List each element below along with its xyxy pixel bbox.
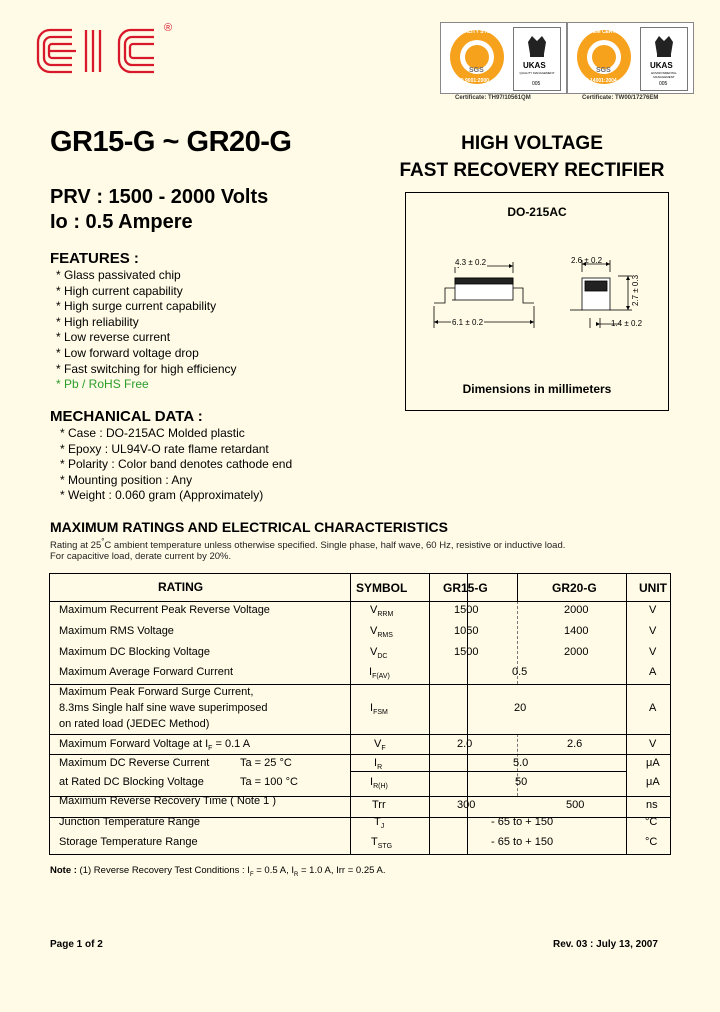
mechanical-item: * Epoxy : UL94V-O rate flame retardant [60, 441, 269, 456]
feature-item: * Fast switching for high efficiency [56, 361, 237, 376]
dim-a-label: 4.3 ± 0.2 [455, 258, 487, 267]
mechanical-list [60, 426, 292, 504]
header-gr20: GR20-G [552, 581, 597, 595]
row-unit: V [649, 646, 657, 658]
part-number-title: GR15-G ~ GR20-G [50, 126, 292, 158]
row-unit: °C [645, 816, 658, 828]
sgs-text: SGS [596, 67, 611, 74]
row-symbol: $V_{DC}$ [370, 646, 388, 661]
dim-e-label: 1.4 ± 0.2 [611, 319, 643, 328]
row-gr20-value: 2.6 [567, 738, 583, 750]
cert-caption-2: Certificate: TW00/17276EM [582, 95, 659, 101]
row-unit: °C [645, 836, 658, 848]
row-value: - 65 to + 150 [491, 836, 554, 848]
ukas-mark [513, 27, 561, 91]
row-unit: μA [646, 757, 660, 769]
row-gr15-value: 1500 [454, 646, 479, 658]
cert-top-arc: QUALITY SYSTEM [457, 29, 501, 35]
crown-icon [526, 32, 548, 58]
row-value: - 65 to + 150 [491, 816, 554, 828]
ukas-sub: QUALITY MANAGEMENT [519, 71, 555, 75]
crown-icon [653, 32, 675, 58]
row-label: Storage Temperature Range [59, 836, 198, 848]
feature-item: * Low forward voltage drop [56, 345, 199, 360]
row-label: Junction Temperature Range [59, 816, 201, 828]
row-symbol: $T_J$ [374, 816, 385, 831]
row-symbol: $V_F$ [374, 738, 386, 753]
row-symbol: $T_{STG}$ [371, 836, 393, 851]
cert-top-arc: SYSTEM CERTIFICATION [580, 29, 641, 35]
header-symbol: SYMBOL [356, 581, 408, 595]
cert-bottom-arc: ISO 14001:2004 [580, 78, 617, 84]
row-gr15-value: 300 [457, 799, 476, 811]
row-value: 0.5 [512, 666, 528, 678]
ratings-heading: MAXIMUM RATINGS AND ELECTRICAL CHARACTERISTICS [50, 519, 448, 535]
row-value: 20 [514, 702, 527, 714]
rohs-item: * Pb / RoHS Free [56, 377, 149, 392]
package-outline-box [405, 192, 669, 411]
row-unit: A [649, 666, 657, 678]
row-unit: μA [646, 776, 660, 788]
row-unit: V [649, 604, 657, 616]
row-label: Maximum DC Reverse Current [59, 757, 210, 769]
subtitle-line-1: HIGH VOLTAGE [461, 133, 603, 154]
row-unit: V [649, 738, 657, 750]
row-symbol: $V_{RMS}$ [370, 625, 393, 640]
ukas-label: UKAS [650, 61, 673, 70]
ratings-note-1: Rating at 25°C ambient temperature unless otherwise specified. Single phase, half wave, 60 Hz, resistive or inductive load. [50, 537, 566, 552]
revision-date: Rev. 03 : July 13, 2007 [553, 939, 658, 950]
test-conditions-note: Note : (1) Reverse Recovery Test Conditions : $I_F = 0.5$ A, $I_R = 1.0$ A, Irr = 0.25 A. [50, 865, 386, 878]
environmental-certificate-badge [567, 22, 694, 94]
row-label: Maximum Forward Voltage at $I_F = 0.1$ A [59, 738, 251, 753]
sgs-text: SGS [469, 67, 484, 74]
row-gr20-value: 2000 [564, 646, 589, 658]
row-unit: V [649, 625, 657, 637]
subtitle-line-2: FAST RECOVERY RECTIFIER [399, 160, 665, 181]
row-gr20-value: 2000 [564, 604, 589, 616]
row-value: 5.0 [513, 757, 529, 769]
row-condition: Ta = 100 °C [240, 776, 298, 788]
row-symbol: $I_{FSM}$ [370, 702, 388, 717]
header-rating: RATING [158, 580, 204, 594]
ukas-code: 005 [532, 81, 541, 87]
row-gr20-value: 500 [566, 799, 585, 811]
row-gr15-value: 2.0 [457, 738, 473, 750]
row-symbol: Trr [372, 799, 386, 811]
mechanical-item: * Weight : 0.060 gram (Approximately) [60, 488, 264, 503]
eic-logo [36, 22, 176, 80]
features-list [56, 268, 237, 393]
row-gr15-value: 1050 [454, 625, 479, 637]
row-gr15-value: 1500 [454, 604, 479, 616]
cert-bottom-arc: ISO 9001:2000 [455, 78, 489, 84]
header-gr15: GR15-G [443, 581, 488, 595]
row-unit: A [649, 702, 657, 714]
ratings-note-2: For capacitive load, derate current by 20%. [50, 551, 232, 562]
dim-d-label: 2.7 ± 0.3 [631, 274, 641, 307]
row-label: Maximum Average Forward Current [59, 666, 234, 678]
mechanical-heading: MECHANICAL DATA : [50, 408, 203, 425]
feature-item: * Glass passivated chip [56, 268, 181, 282]
row-symbol: $V_{RRM}$ [370, 604, 394, 619]
dimensions-caption: Dimensions in millimeters [462, 382, 612, 396]
row-gr20-value: 1400 [564, 625, 589, 637]
row-label: Maximum DC Blocking Voltage [59, 646, 211, 658]
row-label: on rated load (JEDEC Method) [59, 718, 210, 730]
cert-caption-1: Certificate: TH97/10561QM [455, 95, 531, 101]
row-symbol: $I_{F(AV)}$ [369, 666, 390, 681]
ir-divider [350, 771, 626, 772]
dim-c-label: 2.6 ± 0.2 [571, 256, 603, 265]
row-symbol: $I_{R(H)}$ [370, 776, 388, 791]
feature-item: * Low reverse current [56, 330, 171, 345]
ukas-code: 005 [659, 81, 668, 87]
row-label: Maximum Reverse Recovery Time ( Note 1 ) [59, 795, 276, 807]
ratings-table [49, 573, 671, 855]
feature-item: * High surge current capability [56, 299, 217, 314]
quality-certificate-badge [440, 22, 567, 94]
row-label: Maximum Peak Forward Surge Current, [59, 686, 254, 698]
feature-item: * High current capability [56, 283, 183, 298]
ukas-sub: ENVIRONMENTAL MANAGEMENT [651, 71, 677, 79]
row-label: 8.3ms Single half sine wave superimposed [59, 702, 268, 714]
mechanical-item: * Polarity : Color band denotes cathode end [60, 457, 293, 472]
row-label: at Rated DC Blocking Voltage [59, 776, 204, 788]
row-unit: ns [646, 799, 658, 811]
row-value: 50 [515, 776, 528, 788]
ukas-mark [640, 27, 688, 91]
row-label: Maximum Recurrent Peak Reverse Voltage [59, 604, 270, 616]
io-rating: Io : 0.5 Ampere [50, 211, 193, 233]
mechanical-item: * Mounting position : Any [60, 472, 193, 487]
registered-mark: ® [164, 22, 173, 34]
row-symbol: $I_R$ [374, 757, 383, 772]
package-name: DO-215AC [507, 205, 567, 219]
row-label: Maximum RMS Voltage [59, 625, 174, 637]
feature-item: * High reliability [56, 314, 139, 329]
page-number: Page 1 of 2 [50, 939, 103, 950]
mechanical-item: * Case : DO-215AC Molded plastic [60, 426, 245, 440]
features-heading: FEATURES : [50, 250, 139, 267]
ukas-label: UKAS [523, 61, 546, 70]
prv-rating: PRV : 1500 - 2000 Volts [50, 186, 269, 208]
header-unit: UNIT [639, 581, 667, 595]
row-condition: Ta = 25 °C [240, 757, 292, 769]
dim-b-label: 6.1 ± 0.2 [452, 318, 484, 327]
